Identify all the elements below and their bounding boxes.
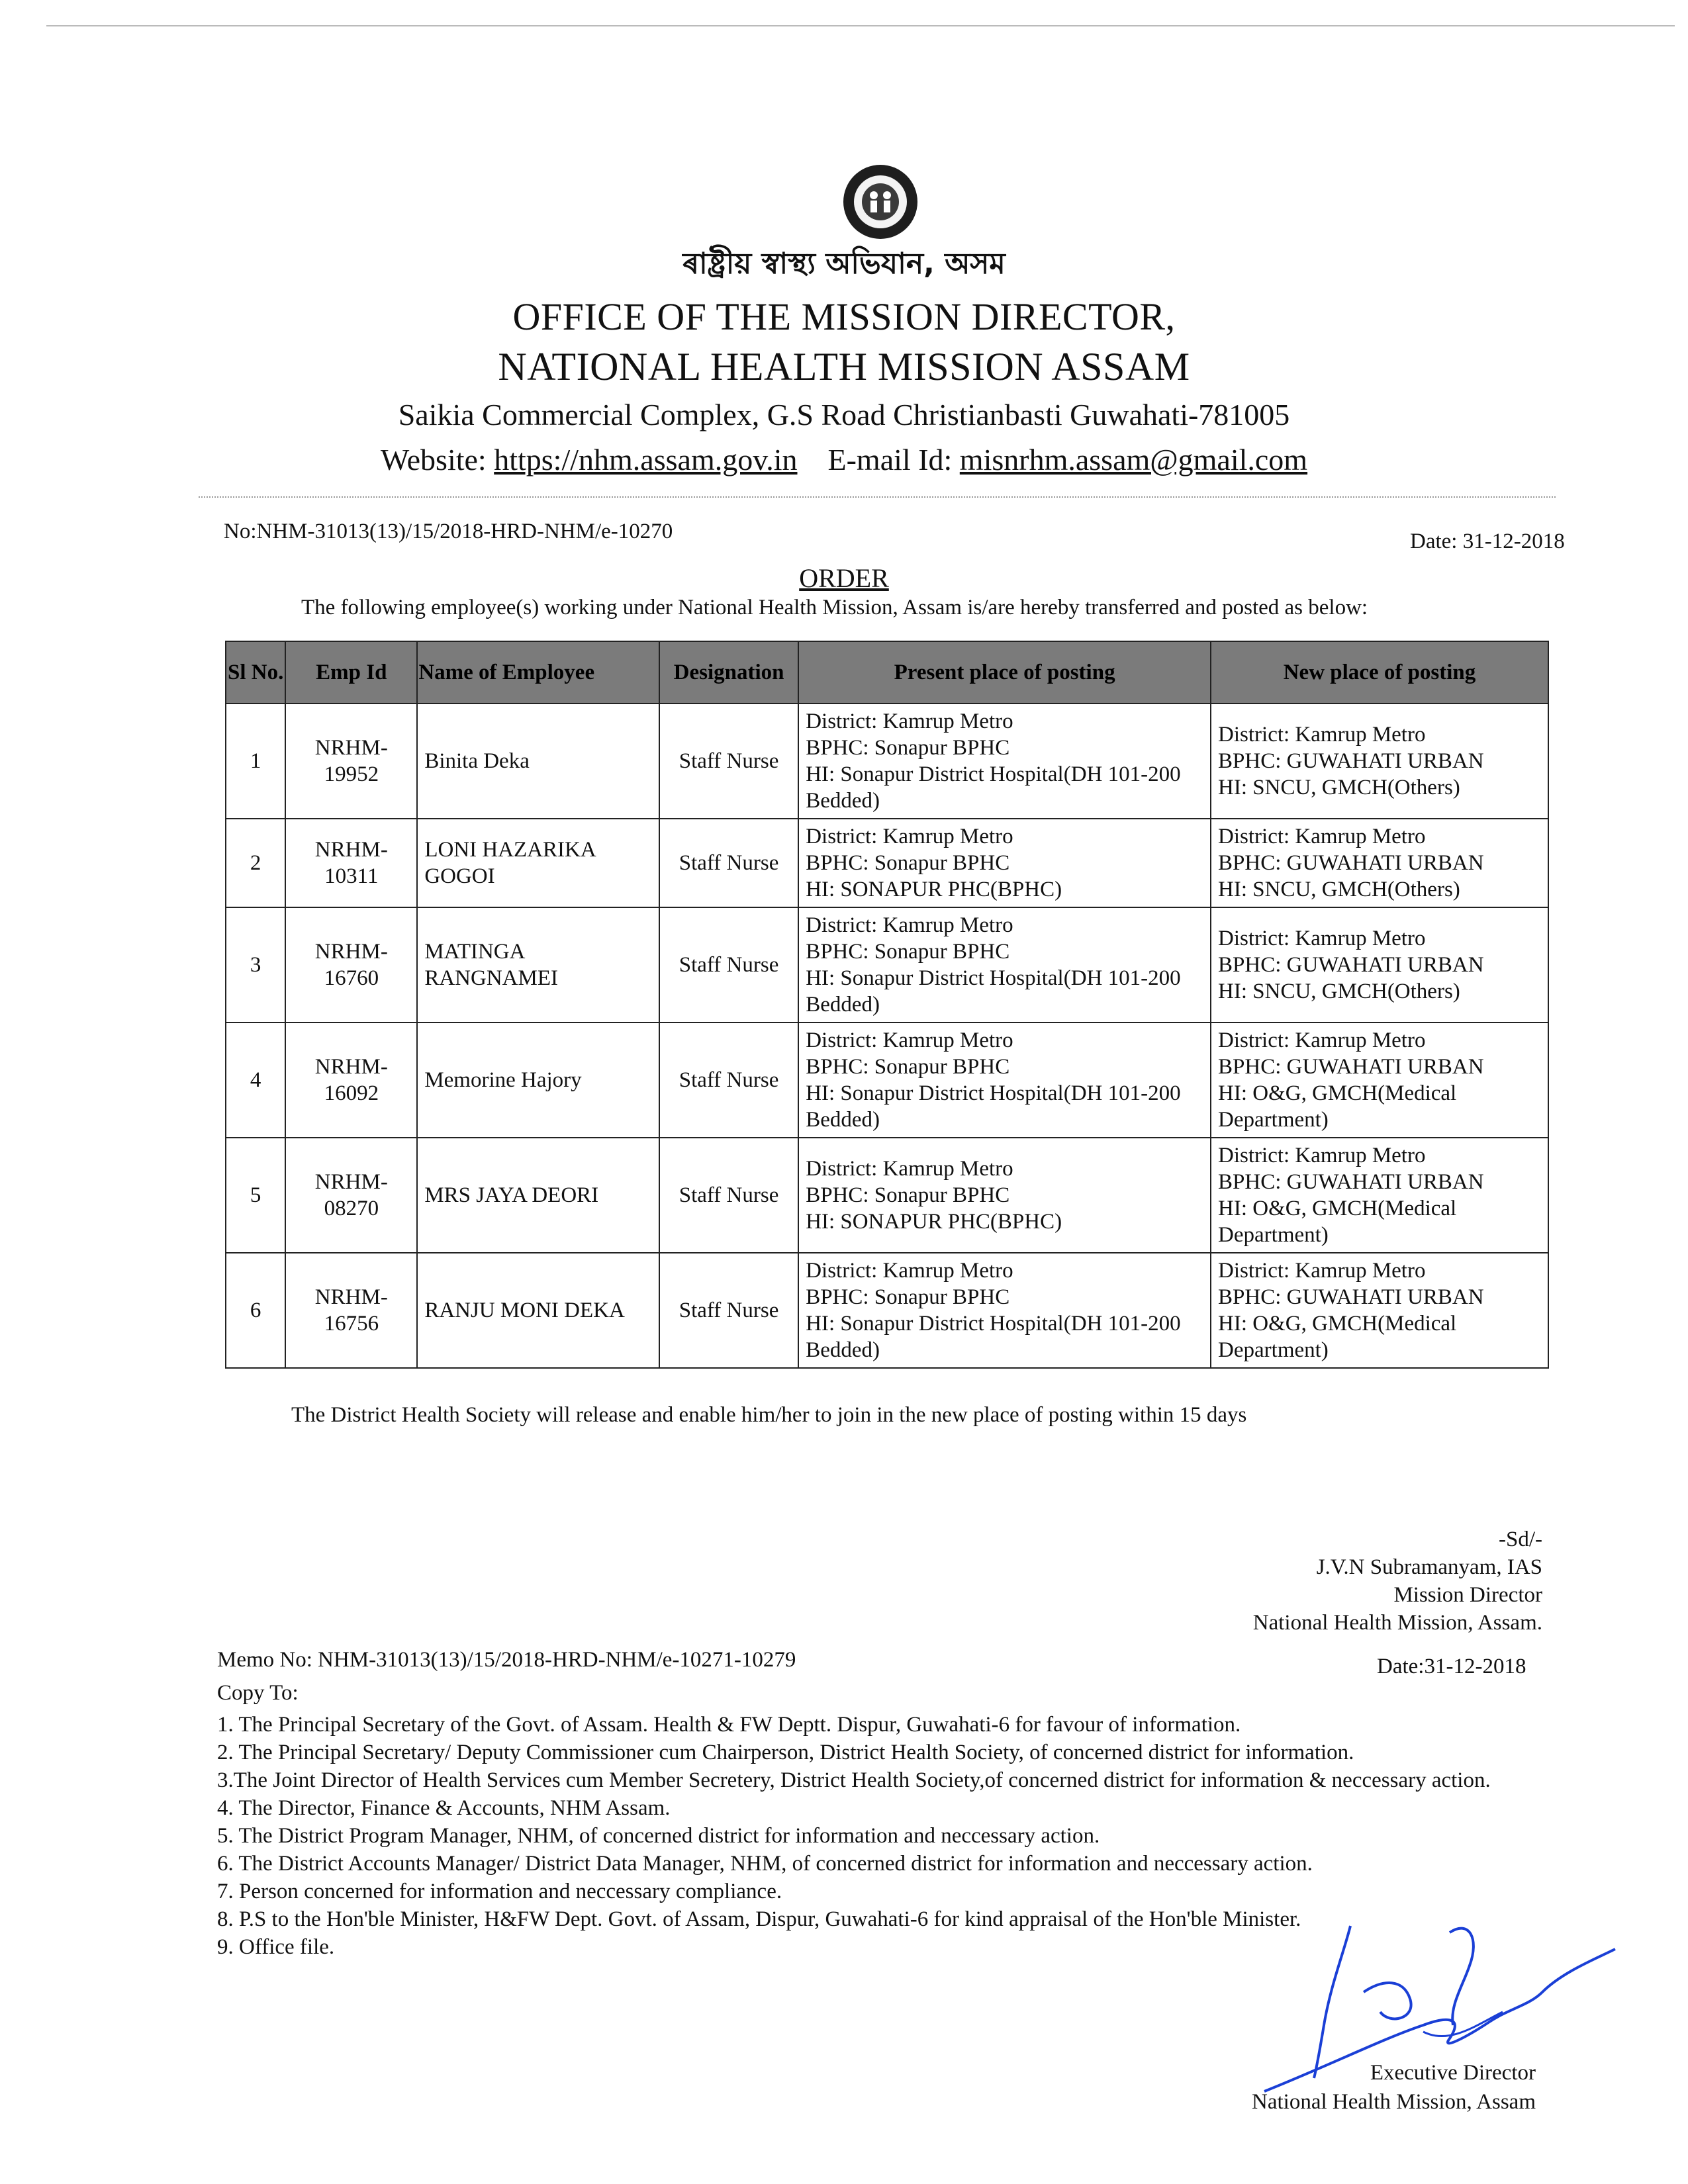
- cell-new: District: Kamrup Metro BPHC: GUWAHATI URBAN HI: O&G, GMCH(Medical Department): [1211, 1253, 1548, 1368]
- executive-org: National Health Mission, Assam: [1252, 2090, 1536, 2114]
- cell-sl: 2: [226, 819, 285, 907]
- cell-new: District: Kamrup Metro BPHC: GUWAHATI URBAN HI: SNCU, GMCH(Others): [1211, 819, 1548, 907]
- cell-emp-id: NRHM-19952: [285, 704, 417, 819]
- cell-emp-id: NRHM-08270: [285, 1138, 417, 1253]
- cell-sl: 6: [226, 1253, 285, 1368]
- nhm-emblem-icon: [841, 162, 920, 242]
- list-item: 8. P.S to the Hon'ble Minister, H&FW Dept. Govt. of Assam, Dispur, Guwahati-6 for kind appraisal of the Hon'ble Minister.: [217, 1907, 1301, 1931]
- cell-designation: Staff Nurse: [659, 704, 798, 819]
- cell-present: District: Kamrup Metro BPHC: Sonapur BPHC HI: Sonapur District Hospital(DH 101-200 Bedded): [798, 1253, 1211, 1368]
- signatory-name: J.V.N Subramanyam, IAS: [1316, 1555, 1542, 1579]
- cell-designation: Staff Nurse: [659, 907, 798, 1023]
- cell-designation: Staff Nurse: [659, 819, 798, 907]
- org-line: NATIONAL HEALTH MISSION ASSAM: [498, 345, 1190, 388]
- cell-sl: 3: [226, 907, 285, 1023]
- cell-sl: 4: [226, 1023, 285, 1138]
- list-item: 5. The District Program Manager, NHM, of concerned district for information and neccessary action.: [217, 1824, 1100, 1848]
- office-line: OFFICE OF THE MISSION DIRECTOR,: [512, 295, 1176, 338]
- cell-new: District: Kamrup Metro BPHC: GUWAHATI URBAN HI: SNCU, GMCH(Others): [1211, 704, 1548, 819]
- cell-emp-id: NRHM-16092: [285, 1023, 417, 1138]
- cell-sl: 5: [226, 1138, 285, 1253]
- website-link[interactable]: https://nhm.assam.gov.in: [494, 443, 798, 477]
- table-row: [226, 1138, 1548, 1253]
- cell-designation: Staff Nurse: [659, 1138, 798, 1253]
- cell-emp-id: NRHM-16756: [285, 1253, 417, 1368]
- signatory-org: National Health Mission, Assam.: [1252, 1611, 1542, 1635]
- header-new: New place of posting: [1211, 641, 1548, 704]
- cell-name: LONI HAZARIKA GOGOI: [417, 819, 659, 907]
- list-item: 1. The Principal Secretary of the Govt. of Assam. Health & FW Deptt. Dispur, Guwahati-6 for favour of information.: [217, 1713, 1241, 1737]
- signatory-title: Mission Director: [1393, 1583, 1542, 1607]
- list-item: 2. The Principal Secretary/ Deputy Commissioner cum Chairperson, District Health Society, of concerned district for information.: [217, 1741, 1354, 1764]
- copy-to-label: Copy To:: [217, 1681, 299, 1705]
- cell-present: District: Kamrup Metro BPHC: Sonapur BPHC HI: Sonapur District Hospital(DH 101-200 Bedded): [798, 1023, 1211, 1138]
- header-sl: Sl No.: [226, 641, 285, 704]
- header-divider: [199, 496, 1556, 498]
- order-ref-no: No:NHM-31013(13)/15/2018-HRD-NHM/e-10270: [224, 520, 673, 543]
- top-rule: [46, 25, 1675, 26]
- list-item: 4. The Director, Finance & Accounts, NHM Assam.: [217, 1796, 671, 1820]
- posting-table: [225, 641, 1549, 1369]
- header-present: Present place of posting: [798, 641, 1211, 704]
- table-row: [226, 704, 1548, 819]
- order-title: ORDER: [799, 563, 889, 593]
- address: Saikia Commercial Complex, G.S Road Christianbasti Guwahati-781005: [398, 398, 1290, 432]
- release-note: The District Health Society will release and enable him/her to join in the new place of posting within 15 days: [291, 1403, 1247, 1427]
- cell-present: District: Kamrup Metro BPHC: Sonapur BPHC HI: SONAPUR PHC(BPHC): [798, 819, 1211, 907]
- cell-present: District: Kamrup Metro BPHC: Sonapur BPHC HI: Sonapur District Hospital(DH 101-200 Bedded): [798, 907, 1211, 1023]
- cell-present: District: Kamrup Metro BPHC: Sonapur BPHC HI: Sonapur District Hospital(DH 101-200 Bedded): [798, 704, 1211, 819]
- email-label: E-mail Id:: [827, 443, 953, 477]
- list-item: 3.The Joint Director of Health Services cum Member Secretery, District Health Society,of concerned district for information & neccessary action.: [217, 1768, 1491, 1792]
- list-item: 6. The District Accounts Manager/ District Data Manager, NHM, of concerned district for information and neccessary action.: [217, 1852, 1313, 1876]
- table-row: [226, 907, 1548, 1023]
- memo-date: Date:31-12-2018: [1377, 1655, 1526, 1678]
- header-emp-id: Emp Id: [285, 641, 417, 704]
- cell-emp-id: NRHM-10311: [285, 819, 417, 907]
- executive-title: Executive Director: [1370, 2061, 1536, 2085]
- cell-name: MRS JAYA DEORI: [417, 1138, 659, 1253]
- cell-new: District: Kamrup Metro BPHC: GUWAHATI URBAN HI: SNCU, GMCH(Others): [1211, 907, 1548, 1023]
- cell-designation: Staff Nurse: [659, 1253, 798, 1368]
- email-link[interactable]: misnrhm.assam@gmail.com: [959, 443, 1308, 477]
- table-row: [226, 819, 1548, 907]
- list-item: 9. Office file.: [217, 1935, 335, 1959]
- table-header-row: [226, 641, 1548, 704]
- cell-name: MATINGA RANGNAMEI: [417, 907, 659, 1023]
- table-row: [226, 1023, 1548, 1138]
- cell-designation: Staff Nurse: [659, 1023, 798, 1138]
- order-date: Date: 31-12-2018: [1410, 529, 1565, 553]
- executive-block: [1178, 2058, 1536, 2116]
- cell-name: Binita Deka: [417, 704, 659, 819]
- cell-new: District: Kamrup Metro BPHC: GUWAHATI URBAN HI: O&G, GMCH(Medical Department): [1211, 1023, 1548, 1138]
- assamese-title: ৰাষ্ট্ৰীয় স্বাস্থ্য অভিযান, অসম: [682, 247, 1006, 281]
- order-intro: The following employee(s) working under National Health Mission, Assam is/are hereby transferred and posted as below:: [301, 596, 1368, 619]
- cell-sl: 1: [226, 704, 285, 819]
- cell-emp-id: NRHM-16760: [285, 907, 417, 1023]
- cell-present: District: Kamrup Metro BPHC: Sonapur BPHC HI: SONAPUR PHC(BPHC): [798, 1138, 1211, 1253]
- memo-no: Memo No: NHM-31013(13)/15/2018-HRD-NHM/e-10271-10279: [217, 1648, 796, 1672]
- cell-new: District: Kamrup Metro BPHC: GUWAHATI URBAN HI: O&G, GMCH(Medical Department): [1211, 1138, 1548, 1253]
- table-row: [226, 1253, 1548, 1368]
- contact-line: [0, 442, 1688, 477]
- cell-name: Memorine Hajory: [417, 1023, 659, 1138]
- list-item: 7. Person concerned for information and neccessary compliance.: [217, 1880, 782, 1903]
- header-designation: Designation: [659, 641, 798, 704]
- sd-mark: -Sd/-: [1499, 1527, 1542, 1551]
- signatory-block: [1125, 1525, 1542, 1637]
- cell-name: RANJU MONI DEKA: [417, 1253, 659, 1368]
- website-label: Website:: [380, 443, 487, 477]
- header-name: Name of Employee: [417, 641, 659, 704]
